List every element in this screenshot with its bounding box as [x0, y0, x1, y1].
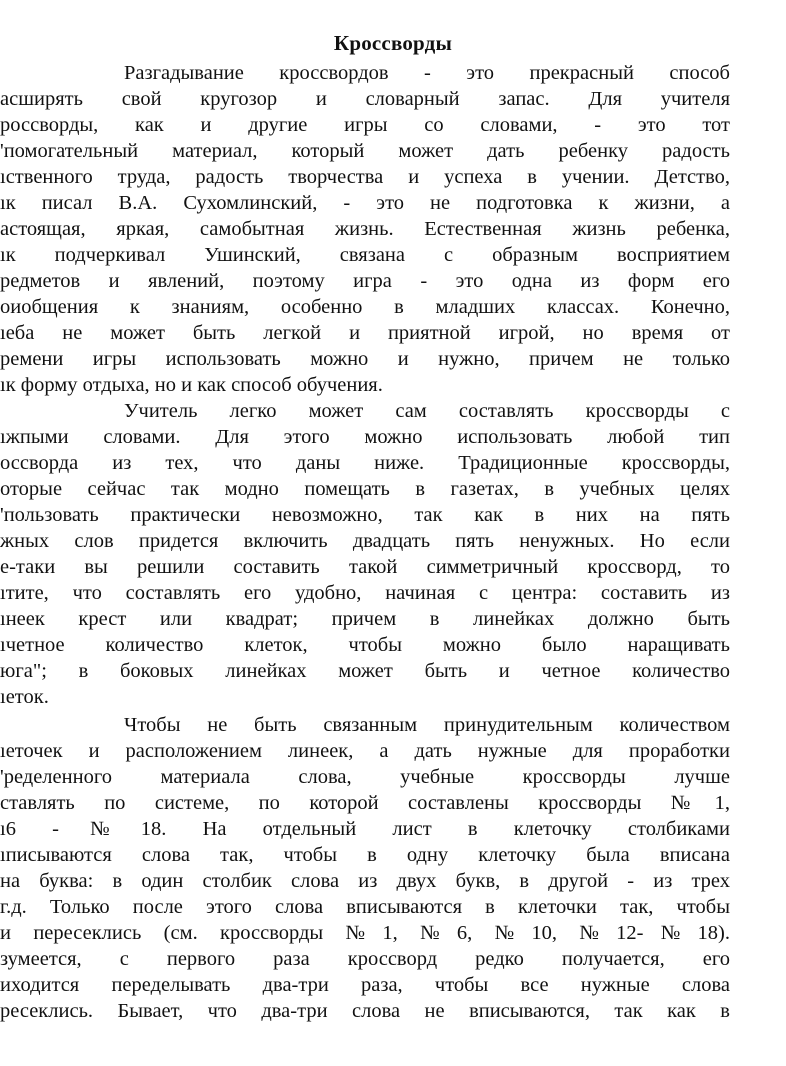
text-line: ıеток. — [0, 686, 49, 708]
text-line: зумеется, с первого раза кроссворд редко получается, его — [0, 948, 730, 970]
text-line: ресеклись. Бывает, что два-три слова не вписываются, так как в — [0, 1000, 730, 1022]
text-line: ставлять по системе, по которой составлены кроссворды №1, — [0, 792, 730, 814]
text-line: ıчетное количество клеток, чтобы можно было наращивать — [0, 634, 730, 656]
text-line: ıеточек и расположением линеек, а дать нужные для проработки — [0, 740, 730, 762]
text-line: астоящая, яркая, самобытная жизнь. Естественная жизнь ребенка, — [0, 218, 730, 240]
text-line: оссворда из тех, что даны ниже. Традиционные кроссворды, — [0, 452, 730, 474]
text-line: Учитель легко может сам составлять кроссворды с — [124, 400, 730, 422]
text-line: ıк подчеркивал Ушинский, связана с образным восприятием — [0, 244, 730, 266]
text-line: г.д. Только после этого слова вписываются в клеточки так, чтобы — [0, 896, 730, 918]
page-title: Кроссворды — [333, 31, 453, 55]
text-line: е-таки вы решили составить такой симметричный кроссворд, то — [0, 556, 730, 578]
text-line: ıписываются слова так, чтобы в одну клеточку была вписана — [0, 844, 730, 866]
text-line: 'помогательный материал, который может дать ребенку радость — [0, 140, 730, 162]
text-line: россворды, как и другие игры со словами, - это тот — [0, 114, 730, 136]
text-line: 'ределенного материала слова, учебные кроссворды лучше — [0, 766, 730, 788]
text-line: ıк форму отдыха, но и как способ обучения. — [0, 374, 383, 396]
text-line: редметов и явлений, поэтому игра - это одна из форм его — [0, 270, 730, 292]
text-line: 'пользовать практически невозможно, так как в них на пять — [0, 504, 730, 526]
text-line: иходится переделывать два-три раза, чтобы все нужные слова — [0, 974, 730, 996]
text-line: на буква: в один столбик слова из двух букв, в другой - из трех — [0, 870, 730, 892]
text-line: ıтите, что составлять его удобно, начиная с центра: составить из — [0, 582, 730, 604]
text-line: ремени игры использовать можно и нужно, причем не только — [0, 348, 730, 370]
text-line: асширять свой кругозор и словарный запас. Для учителя — [0, 88, 730, 110]
text-line: ı6 -№18. На отдельный лист в клеточку столбиками — [0, 818, 730, 840]
text-line: и пересеклись (см. кроссворды №1, №6, №10, №12-№18). — [0, 922, 730, 944]
text-line: оиобщения к знаниям, особенно в младших классах. Конечно, — [0, 296, 730, 318]
text-line: ıственного труда, радость творчества и успеха в учении. Детство, — [0, 166, 730, 188]
text-line: оторые сейчас так модно помещать в газетах, в учебных целях — [0, 478, 730, 500]
text-line: ıеба не может быть легкой и приятной игрой, но время от — [0, 322, 730, 344]
text-line: ıжпыми словами. Для этого можно использовать любой тип — [0, 426, 730, 448]
text-line: ıк писал В.А. Сухомлинский, - это не подготовка к жизни, а — [0, 192, 730, 214]
text-line: Разгадывание кроссвордов - это прекрасный способ — [124, 62, 730, 84]
text-line: ıнеек крест или квадрат; причем в линейках должно быть — [0, 608, 730, 630]
text-line: Чтобы не быть связанным принудительным количеством — [124, 714, 730, 736]
text-line: жных слов придется включить двадцать пять ненужных. Но если — [0, 530, 730, 552]
text-line: юга"; в боковых линейках может быть и четное количество — [0, 660, 730, 682]
